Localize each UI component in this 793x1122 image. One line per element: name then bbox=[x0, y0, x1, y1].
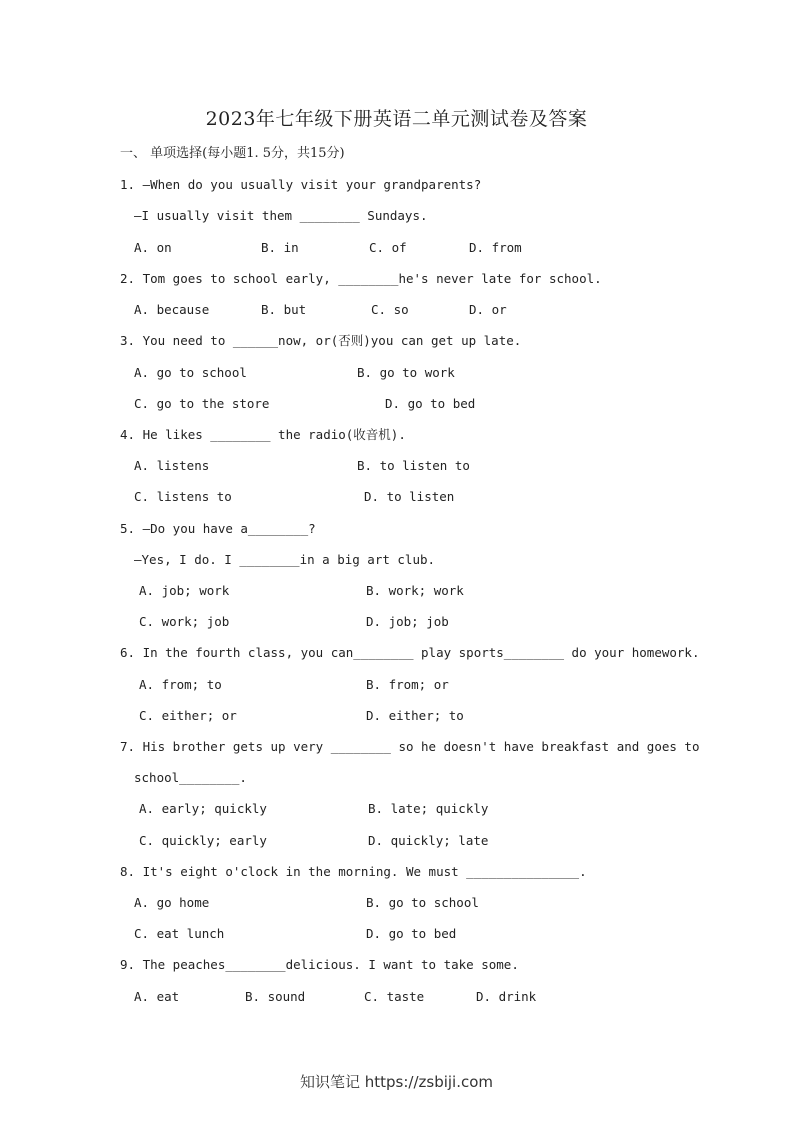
question-5-option-c: C. work; job bbox=[139, 614, 230, 629]
question-4-stem: 4. He likes ________ the radio(收音机). bbox=[120, 427, 406, 442]
question-4-option-b: B. to listen to bbox=[357, 458, 470, 473]
question-5-response: —Yes, I do. I ________in a big art club. bbox=[134, 552, 436, 567]
question-6-option-b: B. from; or bbox=[366, 677, 449, 692]
question-9-option-a: A. eat bbox=[134, 989, 180, 1004]
question-4-option-c: C. listens to bbox=[134, 489, 232, 504]
page-title: 2023年七年级下册英语二单元测试卷及答案 bbox=[205, 108, 588, 130]
question-2-option-d: D. or bbox=[469, 302, 507, 317]
footer-watermark: 知识笔记 https://zsbiji.com bbox=[299, 1073, 494, 1091]
question-8-option-a: A. go home bbox=[134, 895, 210, 910]
question-4-option-a: A. listens bbox=[134, 458, 210, 473]
question-1-option-a: A. on bbox=[134, 240, 172, 255]
question-3-option-b: B. go to work bbox=[357, 365, 455, 380]
question-2-option-a: A. because bbox=[134, 302, 210, 317]
question-6-option-a: A. from; to bbox=[139, 677, 222, 692]
question-6-option-c: C. either; or bbox=[139, 708, 237, 723]
question-2-stem: 2. Tom goes to school early, ________he's never late for school. bbox=[120, 271, 602, 286]
question-8-option-b: B. go to school bbox=[366, 895, 479, 910]
question-7-option-a: A. early; quickly bbox=[139, 801, 267, 816]
question-2-option-b: B. but bbox=[261, 302, 307, 317]
section-heading: 一、 单项选择(每小题1. 5分，共15分) bbox=[120, 146, 345, 161]
question-8-stem: 8. It's eight o'clock in the morning. We must _______________. bbox=[120, 864, 587, 879]
question-7-option-d: D. quickly; late bbox=[368, 833, 489, 848]
question-9-option-c: C. taste bbox=[364, 989, 425, 1004]
question-1-option-d: D. from bbox=[469, 240, 522, 255]
question-3-stem: 3. You need to ______now, or(否则)you can get up late. bbox=[120, 333, 522, 348]
question-7-stem: 7. His brother gets up very ________ so he doesn't have breakfast and goes to bbox=[120, 739, 700, 754]
question-6-stem: 6. In the fourth class, you can________ play sports________ do your homework. bbox=[120, 645, 700, 660]
question-3-option-d: D. go to bed bbox=[385, 396, 476, 411]
question-9-option-b: B. sound bbox=[245, 989, 306, 1004]
question-5-option-a: A. job; work bbox=[139, 583, 230, 598]
question-1-option-b: B. in bbox=[261, 240, 299, 255]
question-7-option-c: C. quickly; early bbox=[139, 833, 267, 848]
question-5-option-d: D. job; job bbox=[366, 614, 449, 629]
question-1-stem: 1. —When do you usually visit your grandparents? bbox=[120, 177, 482, 192]
question-9-stem: 9. The peaches________delicious. I want to take some. bbox=[120, 957, 519, 972]
question-5-stem: 5. —Do you have a________? bbox=[120, 521, 316, 536]
question-7-option-b: B. late; quickly bbox=[368, 801, 489, 816]
question-1-option-c: C. of bbox=[369, 240, 407, 255]
question-9-option-d: D. drink bbox=[476, 989, 537, 1004]
question-3-option-c: C. go to the store bbox=[134, 396, 270, 411]
question-7-stem-continued: school________. bbox=[134, 770, 247, 785]
question-8-option-d: D. go to bed bbox=[366, 926, 457, 941]
question-5-option-b: B. work; work bbox=[366, 583, 464, 598]
question-8-option-c: C. eat lunch bbox=[134, 926, 225, 941]
question-2-option-c: C. so bbox=[371, 302, 409, 317]
question-3-option-a: A. go to school bbox=[134, 365, 247, 380]
question-1-response: —I usually visit them ________ Sundays. bbox=[134, 208, 428, 223]
question-6-option-d: D. either; to bbox=[366, 708, 464, 723]
question-4-option-d: D. to listen bbox=[364, 489, 455, 504]
